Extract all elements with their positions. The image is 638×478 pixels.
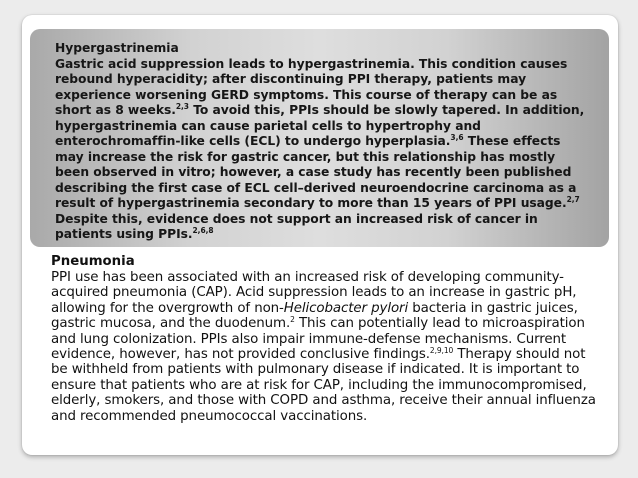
hypergastrinemia-paragraph-4: Despite this, evidence does not support an increased risk of cancer in patients using PPIs. (55, 211, 538, 241)
citation-2-6-8: 2,6,8 (192, 226, 214, 235)
pneumonia-paragraph-4: Therapy should not be withheld from patients with pulmonary disease if indicated. It is important to ensure that patients who are at risk for CAP, including the immunocompromised, elderly, smokers, and those with COPD and asthma, receive their annual influenza and recommended pneumococcal vaccinations. (51, 347, 596, 424)
pneumonia-paragraph-1: PPI use has been associated with an increased risk of developing community-acquired pneumonia (CAP). Acid suppression leads to an increase in gastric pH, allowing for the overgrowth of non- (51, 270, 577, 316)
pneumonia-text (51, 270, 603, 424)
hypergastrinemia-paragraph-3: These effects may increase the risk for gastric cancer, but this relationship has mostly been observed in vitro; however, a case study has recently been published describing the first case of ECL cell–derived neuroendocrine carcinoma as a result of hypergastrinemia secondary to more than 15 years of PPI usage. (55, 134, 577, 210)
hypergastrinemia-title: Hypergastrinemia (55, 41, 179, 55)
citation-2-9-10: 2,9,10 (429, 346, 454, 356)
citation-2-3: 2,3 (175, 102, 189, 111)
slide (22, 15, 618, 455)
citation-2: 2 (290, 315, 295, 325)
citation-2-7: 2,7 (566, 195, 580, 204)
pneumonia-section (51, 254, 603, 424)
hypergastrinemia-text (55, 41, 593, 243)
pneumonia-italic-species: Helicobacter pylori (283, 300, 409, 316)
hypergastrinemia-paragraph-2: To avoid this, PPIs should be slowly tapered. In addition, hypergastrinemia can cause parietal cells to hypertrophy and enterochromaffin-like cells (ECL) to undergo hyperplasia. (55, 103, 585, 148)
pneumonia-paragraph-2: bacteria in gastric juices, gastric mucosa, and the duodenum. (51, 300, 578, 332)
pneumonia-paragraph-3: This can potentially lead to microaspiration and lung colonization. PPIs also impair immune-defense mechanisms. Current evidence, however, has not provided conclusive findings. (51, 316, 585, 363)
hypergastrinemia-box (30, 29, 609, 247)
pneumonia-title: Pneumonia (51, 254, 135, 269)
citation-3-6: 3,6 (450, 133, 464, 142)
hypergastrinemia-paragraph-1: Gastric acid suppression leads to hypergastrinemia. This condition causes rebound hyperacidity; after discontinuing PPI therapy, patients may experience worsening GERD symptoms. This course of therapy can be as short as 8 weeks. (55, 56, 568, 117)
